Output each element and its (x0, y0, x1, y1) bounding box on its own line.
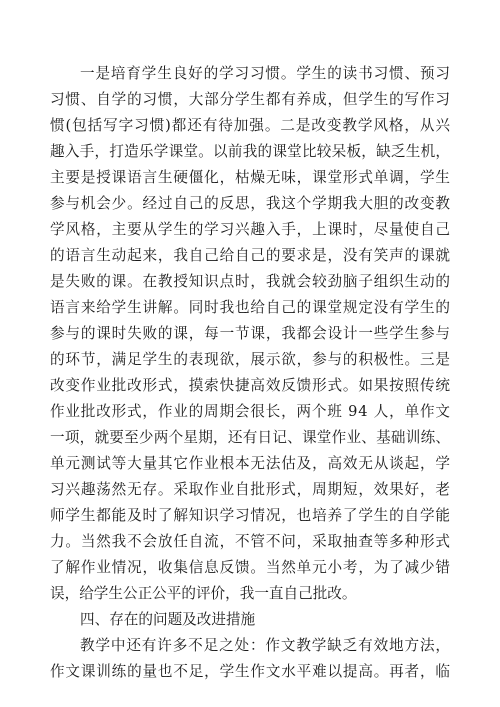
paragraph-line: 是失败的课。在教授知识点时，我就会较劲脑子组织生动的 (50, 273, 451, 290)
paragraph-line: 的语言生动起来，我自己给自己的要求是，没有笑声的课就 (50, 247, 451, 264)
paragraph-line: 教学中还有许多不足之处：作文教学缺乏有效地方法， (80, 637, 451, 654)
paragraph-line: 参与机会少。经过自己的反思，我这个学期我大胆的改变教 (50, 195, 451, 212)
paragraph-line: 惯(包括写字习惯)都还有待加强。二是改变教学风格，从兴 (50, 117, 451, 134)
paragraph-line: 参与的课时失败的课，每一节课，我都会设计一些学生参与 (50, 325, 451, 342)
section-heading: 四、存在的问题及改进措施 (80, 611, 256, 628)
paragraph-line: 改变作业批改形式，摸索快捷高效反馈形式。如果按照传统 (50, 377, 451, 394)
paragraph-line: 学风格，主要从学生的学习兴趣入手，上课时，尽量使自己 (50, 221, 451, 238)
paragraph-line: 作业批改形式，作业的周期会很长，两个班 94 人，单作文 (50, 403, 451, 420)
paragraph-line: 单元测试等大量其它作业根本无法估及，高效无从谈起，学 (50, 455, 451, 472)
paragraph-line: 师学生都能及时了解知识学习情况，也培养了学生的自学能 (50, 507, 451, 524)
paragraph-line: 一项，就要至少两个星期，还有日记、课堂作业、基础训练、 (50, 429, 451, 446)
paragraph-line: 一是培育学生良好的学习习惯。学生的读书习惯、预习 (80, 65, 451, 82)
paragraph-line: 的环节，满足学生的表现欲，展示欲，参与的积极性。三是 (50, 351, 451, 368)
paragraph-line: 习惯、自学的习惯，大部分学生都有养成，但学生的写作习 (50, 91, 451, 108)
paragraph-line: 作文课训练的量也不足，学生作文水平难以提高。再者，临 (50, 663, 451, 680)
paragraph-line: 误，给学生公正公平的评价，我一直自己批改。 (50, 585, 357, 602)
paragraph-line: 主要是授课语言生硬僵化，枯燥无味，课堂形式单调，学生 (50, 169, 451, 186)
paragraph-line: 趣入手，打造乐学课堂。以前我的课堂比较呆板，缺乏生机， (50, 143, 451, 160)
paragraph-line: 习兴趣荡然无存。采取作业自批形式，周期短，效果好，老 (50, 481, 451, 498)
paragraph-line: 了解作业情况，收集信息反馈。当然单元小考，为了减少错 (50, 559, 451, 576)
paragraph-line: 力。当然我不会放任自流，不管不问，采取抽查等多种形式 (50, 533, 451, 550)
paragraph-line: 语言来给学生讲解。同时我也给自己的课堂规定没有学生的 (50, 299, 451, 316)
